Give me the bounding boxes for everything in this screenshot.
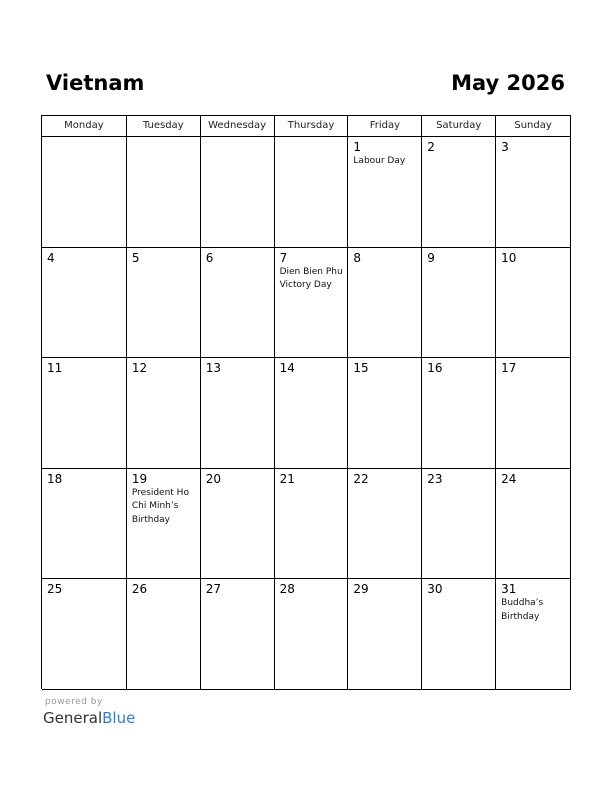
day-number: 15 bbox=[353, 361, 369, 376]
day-number: 24 bbox=[501, 471, 517, 486]
day-number: 1 bbox=[353, 140, 362, 154]
day-number: 28 bbox=[279, 582, 295, 597]
day-cell bbox=[201, 579, 275, 690]
day-number: 22 bbox=[353, 471, 369, 486]
day-number: 17 bbox=[501, 361, 517, 376]
day-cell bbox=[422, 248, 496, 359]
weekday-header-thursday: Thursday bbox=[275, 116, 349, 137]
day-cell bbox=[127, 469, 201, 580]
week-row bbox=[42, 358, 571, 469]
day-cell bbox=[275, 469, 349, 580]
logo-general-text: General bbox=[43, 709, 103, 727]
day-number: 31 bbox=[501, 582, 517, 597]
day-number: 11 bbox=[47, 361, 63, 376]
day-cell bbox=[127, 137, 201, 248]
calendar-grid bbox=[41, 115, 571, 689]
day-number: 30 bbox=[427, 582, 443, 597]
generalblue-logo bbox=[43, 708, 135, 728]
day-cell bbox=[275, 248, 349, 359]
weekday-header-wednesday: Wednesday bbox=[201, 116, 275, 137]
day-number: 3 bbox=[501, 140, 509, 154]
weekday-header-tuesday: Tuesday bbox=[127, 116, 201, 137]
powered-by-text: powered by bbox=[45, 697, 103, 707]
holiday-label: Buddha’s Birthday bbox=[501, 598, 544, 622]
day-cell bbox=[348, 469, 422, 580]
day-number: 27 bbox=[205, 582, 221, 597]
day-number: 6 bbox=[205, 250, 214, 265]
day-number: 7 bbox=[279, 250, 288, 265]
weekday-header-saturday: Saturday bbox=[422, 116, 496, 137]
day-cell bbox=[496, 137, 571, 248]
weekday-header-friday: Friday bbox=[348, 116, 422, 137]
weekday-header-monday: Monday bbox=[42, 116, 127, 137]
weekday-header-row bbox=[42, 116, 571, 137]
day-number: 10 bbox=[501, 250, 517, 265]
weeks-container bbox=[42, 137, 571, 690]
day-number: 14 bbox=[279, 361, 295, 376]
day-cell bbox=[348, 137, 422, 248]
day-cell bbox=[42, 358, 127, 469]
week-row bbox=[42, 137, 571, 248]
day-number: 8 bbox=[353, 250, 362, 265]
month-year-title: May 2026 bbox=[451, 71, 565, 95]
day-number: 26 bbox=[131, 582, 148, 597]
day-number: 5 bbox=[131, 250, 140, 265]
week-row bbox=[42, 248, 571, 359]
day-cell bbox=[496, 469, 571, 580]
day-cell bbox=[422, 469, 496, 580]
holiday-label: Labour Day bbox=[353, 156, 406, 166]
day-cell bbox=[201, 469, 275, 580]
day-cell bbox=[422, 579, 496, 690]
day-number: 9 bbox=[427, 250, 435, 265]
day-cell bbox=[496, 579, 571, 690]
day-number: 13 bbox=[205, 361, 221, 376]
day-cell bbox=[422, 358, 496, 469]
day-cell bbox=[422, 137, 496, 248]
day-cell bbox=[201, 248, 275, 359]
day-cell bbox=[275, 358, 349, 469]
day-cell bbox=[348, 248, 422, 359]
day-cell bbox=[127, 248, 201, 359]
logo-blue-text: Blue bbox=[102, 709, 136, 727]
day-cell bbox=[127, 358, 201, 469]
day-cell bbox=[127, 579, 201, 690]
weekday-header-sunday: Sunday bbox=[496, 116, 571, 137]
day-cell bbox=[42, 579, 127, 690]
day-number: 19 bbox=[131, 471, 148, 486]
country-title: Vietnam bbox=[46, 71, 145, 95]
day-cell bbox=[42, 469, 127, 580]
day-cell bbox=[275, 137, 349, 248]
holiday-label: Dien Bien Phu Victory Day bbox=[279, 266, 343, 291]
day-cell bbox=[42, 137, 127, 248]
day-cell bbox=[42, 248, 127, 359]
day-number: 18 bbox=[47, 471, 63, 486]
day-cell bbox=[201, 137, 275, 248]
day-number: 21 bbox=[279, 471, 295, 486]
day-cell bbox=[348, 579, 422, 690]
day-number: 25 bbox=[47, 582, 63, 597]
day-cell bbox=[275, 579, 349, 690]
day-number: 16 bbox=[427, 361, 443, 376]
holiday-label: President Ho Chi Minh’s Birthday bbox=[131, 487, 189, 525]
day-cell bbox=[201, 358, 275, 469]
day-cell bbox=[496, 358, 571, 469]
day-number: 23 bbox=[427, 471, 443, 486]
week-row bbox=[42, 579, 571, 690]
day-number: 2 bbox=[427, 140, 435, 154]
day-number: 12 bbox=[131, 361, 148, 376]
day-number: 29 bbox=[353, 582, 369, 597]
day-cell bbox=[496, 248, 571, 359]
day-number: 4 bbox=[47, 250, 55, 265]
week-row bbox=[42, 469, 571, 580]
day-number: 20 bbox=[205, 471, 221, 486]
day-cell bbox=[348, 358, 422, 469]
